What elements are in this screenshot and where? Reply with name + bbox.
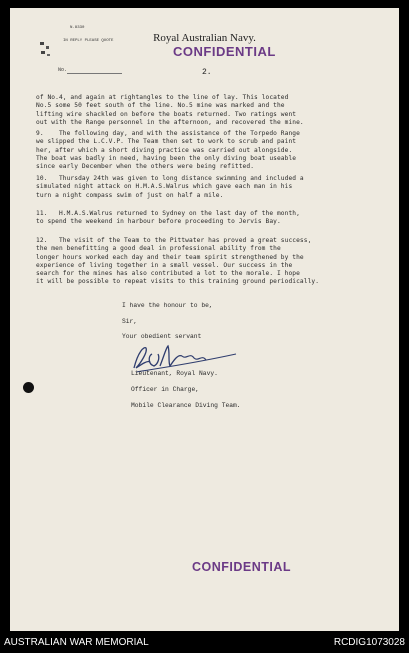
form-number: N.8330 (70, 26, 85, 30)
page-number: 2. (202, 68, 212, 77)
signatory-rank: Lieutenant, Royal Navy. (131, 370, 218, 377)
signatory-role: Officer in Charge, (131, 386, 200, 393)
paragraph-9: 9. The following day, and with the assistance of the Torpedo Range we slipped the L.C.V.P. The Team then set to work to scrub and paint her, after which a short diving practice was carried out alongside. The boat was badly in need, having been the only diving boat useable since early December when the others were being refitted. (36, 130, 300, 171)
footer-source: AUSTRALIAN WAR MEMORIAL (4, 637, 149, 648)
reference-no-line (67, 73, 122, 74)
punch-hole (23, 382, 34, 393)
paragraph-10: 10. Thursday 24th was given to long distance swimming and included a simulated night attack on H.M.A.S.Walrus which gave each man in his turn a night compass swim of just on half a mile. (36, 175, 304, 199)
archive-footer (0, 631, 409, 653)
closing-honour: I have the honour to be, (122, 302, 213, 309)
letterhead-title: Royal Australian Navy. (153, 32, 256, 44)
signatory-unit: Mobile Clearance Diving Team. (131, 402, 241, 409)
paragraph-continuation: of No.4, and again at rightangles to the line of lay. This located No.5 some 50 feet south of the line. No.5 mine was marked and the lifting wire shackled on before the boats returned. Two ratings went out with the Range personnel in the afternoon, and recovered the mine. (36, 94, 304, 126)
closing-servant: Your obedient servant (122, 333, 202, 340)
reply-note: IN REPLY PLEASE QUOTE (63, 39, 114, 43)
footer-record-id: RCDIG1073028 (333, 637, 405, 648)
reference-no-label: No. (58, 67, 68, 73)
document-page (10, 8, 399, 631)
closing-sir: Sir, (122, 318, 138, 325)
confidential-stamp-bottom: CONFIDENTIAL (192, 560, 292, 574)
paragraph-11: 11. H.M.A.S.Walrus returned to Sydney on the last day of the month, to spend the weekend in harbour before proceeding to Jervis Bay. (36, 210, 300, 226)
paragraph-12: 12. The visit of the Team to the Pittwater has proved a great success, the men benefitting a good deal in professional ability from the longer hours worked each day and their team spirit strengthened by the experience of living together in a small vessel. Our success in the search for the mines has also contributed a lot to the morale. I hope it will be possible to repeat visits to this training ground periodically. (36, 237, 320, 286)
confidential-stamp-top: CONFIDENTIAL (173, 44, 276, 59)
